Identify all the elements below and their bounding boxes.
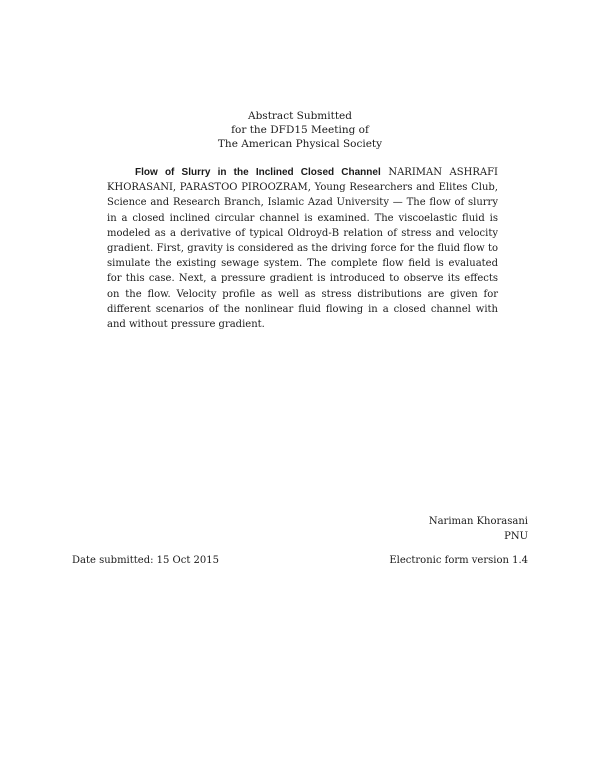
footer	[72, 555, 528, 566]
signature-block	[429, 514, 528, 544]
abstract-body: The flow of slurry in a closed inclined circular channel is examined. The viscoelastic fluid is modeled as a derivative of typical Oldroyd-B relation of stress and velocity gradient. First, gravity is considered as the driving force for the fluid flow to simulate the existing sewage system. The complete flow field is evaluated for this case. Next, a pressure gradient is introduced to observe its effects on the flow. Velocity profile as well as stress distributions are given for different scenarios of the nonlinear fluid flowing in a closed channel with and without pressure gradient.	[107, 197, 498, 331]
abstract-authors: NARIMAN ASHRAFI KHORASANI, PARASTOO PIROOZRAM, Young Researchers and Elites Club, Science and Research Branch, Islamic Azad University	[107, 167, 498, 209]
abstract-block	[107, 165, 498, 332]
date-submitted: Date submitted: 15 Oct 2015	[72, 555, 220, 566]
header-line-meeting: for the DFD15 Meeting of	[231, 124, 369, 136]
abstract-title: Flow of Slurry in the Inclined Closed Channel	[135, 167, 381, 178]
abstract-separator: —	[388, 197, 407, 209]
signature-affiliation: PNU	[504, 531, 528, 542]
header-line-society: The American Physical Society	[217, 138, 383, 150]
submission-header	[0, 109, 600, 151]
form-version: Electronic form version 1.4	[389, 555, 528, 566]
header-line-abstract-submitted: Abstract Submitted	[248, 110, 352, 122]
signature-name: Nariman Khorasani	[428, 516, 528, 527]
